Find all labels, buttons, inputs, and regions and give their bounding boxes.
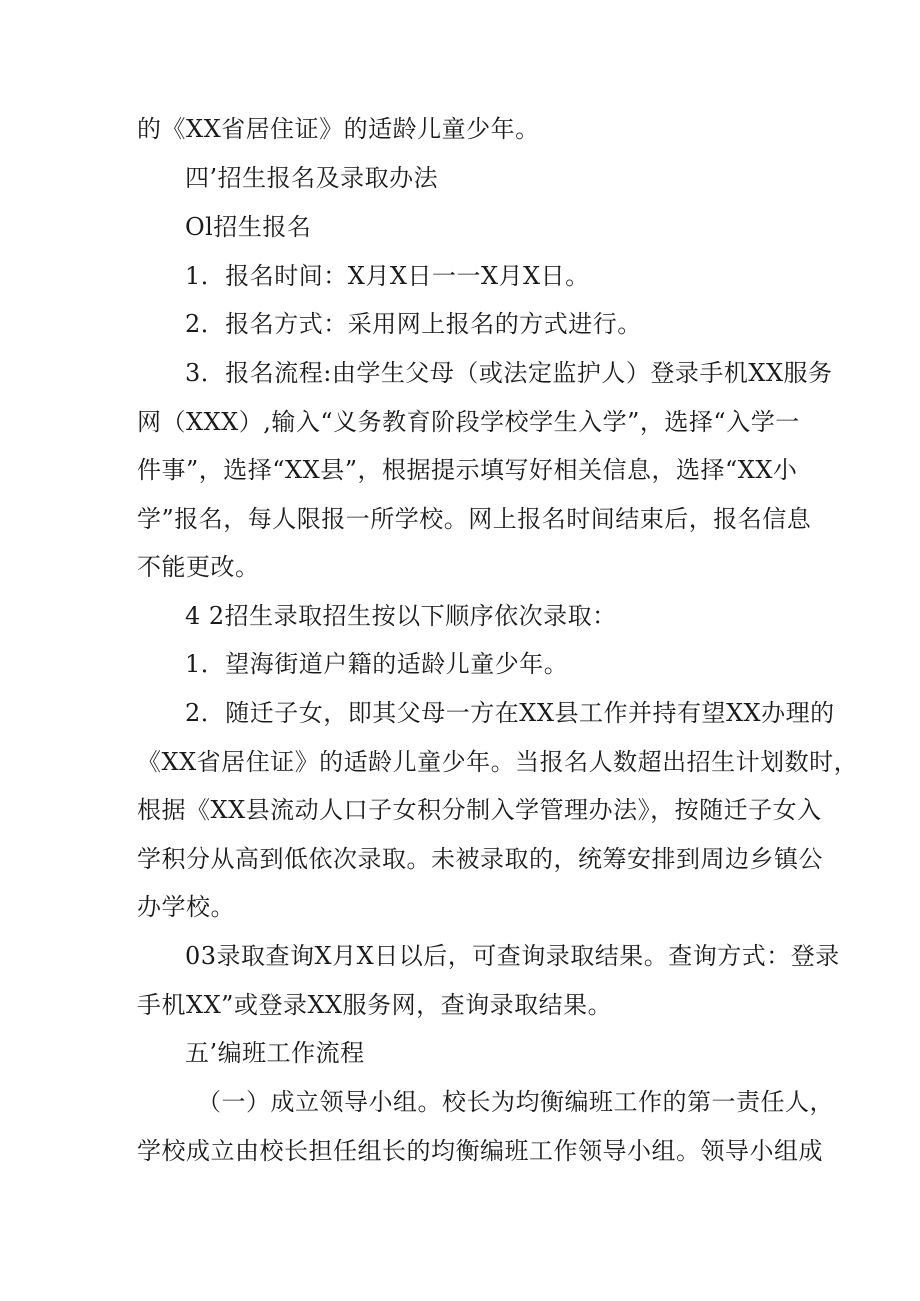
text-line: 网（XXX）,输入“义务教育阶段学校学生入学”，选择“入学一 xyxy=(137,407,800,436)
section-heading-five xyxy=(137,1029,797,1078)
subheading-registration xyxy=(137,203,797,252)
item-local-household xyxy=(137,640,797,689)
text-line: 的《XX省居住证》的适龄儿童少年。 xyxy=(137,115,540,143)
paragraph-1 xyxy=(137,105,797,154)
subheading-query xyxy=(137,932,840,1029)
item-registration-process xyxy=(137,349,833,592)
subheading-admission xyxy=(137,592,797,641)
item-leading-group xyxy=(137,1078,834,1175)
text-line: 1．报名时间：X月X日一一X月X日。 xyxy=(185,262,590,290)
text-line: 4 2招生录取招生按以下顺序依次录取： xyxy=(185,602,617,630)
text-line: 1．望海街道户籍的适龄儿童少年。 xyxy=(185,650,569,678)
text-line: 手机XX”或登录XX服务网，查询录取结果。 xyxy=(137,990,613,1019)
text-line: 学校成立由校长担任组长的均衡编班工作领导小组。领导小组成 xyxy=(137,1136,823,1165)
text-line: 根据《XX县流动人口子女积分制入学管理办法》，按随迁子女入 xyxy=(137,796,822,825)
text-line: 办学校。 xyxy=(137,893,235,922)
text-line: 件事”，选择“XX县”，根据提示填写好相关信息，选择“XX小 xyxy=(137,456,798,485)
text-line: 03录取查询X月X日以后，可查询录取结果。查询方式：登录 xyxy=(185,942,840,970)
text-line: 四’招生报名及录取办法 xyxy=(185,164,439,192)
section-heading-four xyxy=(137,154,797,203)
item-registration-method xyxy=(137,300,797,349)
text-line: 学积分从高到低依次录取。未被录取的，统筹安排到周边乡镇公 xyxy=(137,844,823,873)
text-line: 3．报名流程:由学生父母（或法定监护人）登录手机XX服务 xyxy=(185,359,833,387)
text-line: Ol招生报名 xyxy=(185,213,312,241)
text-line: 《XX省居住证》的适龄儿童少年。当报名人数超出招生计划数时， xyxy=(137,747,859,776)
text-line: 2．随迁子女，即其父母一方在XX县工作并持有望XX办理的 xyxy=(185,699,835,727)
item-migrant-children xyxy=(137,689,859,932)
text-line: 不能更改。 xyxy=(137,553,260,582)
item-registration-time xyxy=(137,252,797,301)
text-line: 学”报名，每人限报一所学校。网上报名时间结束后，报名信息 xyxy=(137,504,812,533)
text-line: （一）成立领导小组。校长为均衡编班工作的第一责任人， xyxy=(197,1088,834,1116)
text-line: 2．报名方式：采用网上报名的方式进行。 xyxy=(185,310,642,338)
text-line: 五’编班工作流程 xyxy=(185,1039,365,1067)
